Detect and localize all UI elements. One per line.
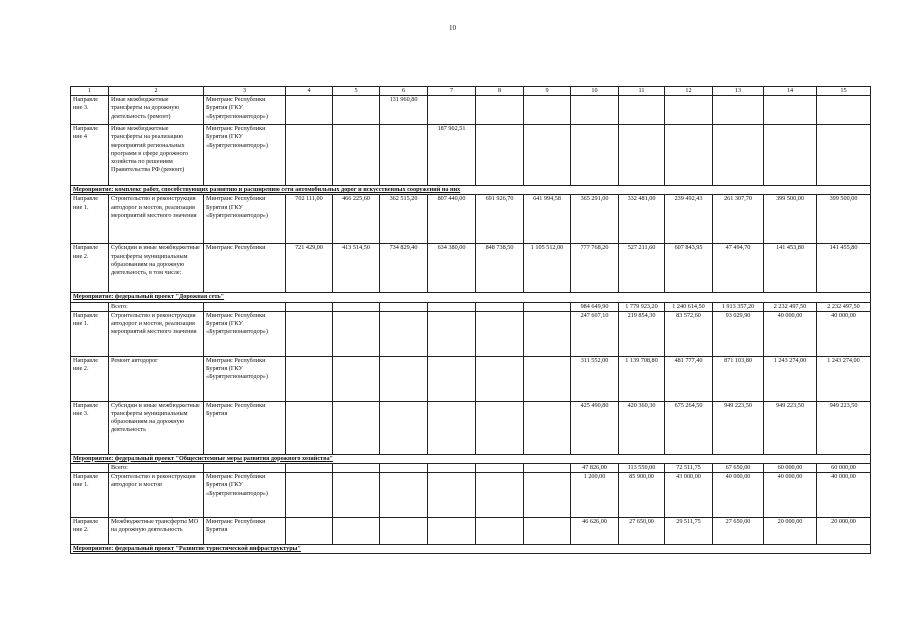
table-cell: Направле ние 2. [71, 244, 109, 293]
total-row [71, 464, 871, 473]
table-row [71, 195, 871, 244]
table-cell: 420 360,30 [619, 401, 665, 454]
table-cell [524, 518, 571, 545]
table-cell: 239 492,43 [665, 195, 713, 244]
table-cell [428, 464, 476, 473]
table-cell [476, 311, 524, 356]
table-cell: Межбюджетные трансферты МО на дорожную деятельность [109, 518, 204, 545]
table-cell: 425 490,80 [571, 401, 619, 454]
table-cell [286, 518, 333, 545]
table-cell: Направле ние 1. [71, 473, 109, 518]
table-row [71, 311, 871, 356]
table-cell [286, 473, 333, 518]
table-cell [333, 473, 380, 518]
table-cell [380, 464, 428, 473]
table-cell: 848 738,50 [476, 244, 524, 293]
column-header: 13 [713, 87, 764, 96]
table-cell: Минтранс Республики Бурятия [204, 518, 286, 545]
table-cell: 131 960,80 [380, 96, 428, 125]
table-cell [204, 302, 286, 311]
table-cell: 634 380,00 [428, 244, 476, 293]
table-cell: Направле ние 4 [71, 125, 109, 186]
section-row [71, 186, 871, 195]
table-header-row [71, 87, 871, 96]
section-row [71, 293, 871, 302]
table-cell [713, 125, 764, 186]
table-cell [619, 96, 665, 125]
table-row [71, 518, 871, 545]
table-cell: 40 000,00 [764, 473, 817, 518]
table-cell: 47 494,70 [713, 244, 764, 293]
table-cell: Минтранс Республики Бурятия [204, 401, 286, 454]
table-cell: 1 243 274,00 [817, 356, 871, 401]
table-cell: 83 572,60 [665, 311, 713, 356]
table-cell [380, 311, 428, 356]
table-cell [333, 125, 380, 186]
table-cell: 466 225,60 [333, 195, 380, 244]
table-cell [665, 96, 713, 125]
table-cell: 43 000,00 [665, 473, 713, 518]
table-cell: Минтранс Республики Бурятия (ГКУ «Бурятрегионавтодор») [204, 473, 286, 518]
table-cell: Направле ние 2. [71, 518, 109, 545]
table-cell: Направле ние 3. [71, 401, 109, 454]
table-cell: Минтранс Республики Бурятия (ГКУ «Бурятрегионавтодор») [204, 125, 286, 186]
table-cell [476, 125, 524, 186]
section-title: Мероприятие: федеральный проект "Общесистемные меры развития дорожного хозяйства" [71, 454, 871, 463]
table-cell [286, 302, 333, 311]
table-cell: 187 902,51 [428, 125, 476, 186]
table-cell [380, 518, 428, 545]
table-cell: Строительство и реконструкция автодорог и мостов, реализация мероприятий местного значения [109, 311, 204, 356]
table-cell [428, 356, 476, 401]
table-cell: 72 511,75 [665, 464, 713, 473]
table-cell [476, 302, 524, 311]
table-cell: 219 854,30 [619, 311, 665, 356]
table-cell: 1 779 923,20 [619, 302, 665, 311]
table-cell [333, 311, 380, 356]
table-row [71, 125, 871, 186]
table-cell: 40 000,00 [817, 311, 871, 356]
column-header: 11 [619, 87, 665, 96]
table-cell [380, 401, 428, 454]
table-cell: Иные межбюджетные трансферты на реализацию мероприятий региональных программ в сфере дорожного хозяйства по решениям Правительства РФ (ремонт) [109, 125, 204, 186]
table-cell [333, 356, 380, 401]
table-cell [476, 518, 524, 545]
table-cell: 60 000,00 [817, 464, 871, 473]
table-cell: 113 550,00 [619, 464, 665, 473]
table-cell: Минтранс Республики Бурятия (ГКУ «Бурятрегионавтодор») [204, 311, 286, 356]
table-cell [571, 125, 619, 186]
table-cell [476, 356, 524, 401]
table-cell: 332 481,00 [619, 195, 665, 244]
table-cell [286, 311, 333, 356]
table-row [71, 96, 871, 125]
table-cell: 141 455,80 [817, 244, 871, 293]
table-cell [428, 401, 476, 454]
table-cell [476, 401, 524, 454]
table-cell [619, 125, 665, 186]
column-header: 5 [333, 87, 380, 96]
table-cell: 311 552,00 [571, 356, 619, 401]
table-cell [428, 302, 476, 311]
table-cell: 247 607,10 [571, 311, 619, 356]
table-cell: 1 243 274,00 [764, 356, 817, 401]
table-cell: Иные межбюджетные трансферты на дорожную деятельность (ремонт) [109, 96, 204, 125]
table-cell [476, 464, 524, 473]
column-header: 15 [817, 87, 871, 96]
table-cell: 85 900,00 [619, 473, 665, 518]
column-header: 3 [204, 87, 286, 96]
table-cell [476, 96, 524, 125]
table-cell: Направле ние 1. [71, 311, 109, 356]
table-cell [380, 473, 428, 518]
table-row [71, 356, 871, 401]
column-header: 9 [524, 87, 571, 96]
table-cell: 807 440,00 [428, 195, 476, 244]
table-cell: 675 264,50 [665, 401, 713, 454]
table-cell [333, 96, 380, 125]
table-cell: 949 223,50 [817, 401, 871, 454]
table-cell: 27 650,00 [713, 518, 764, 545]
table-cell [204, 464, 286, 473]
table-cell: Всего: [109, 302, 204, 311]
table-cell [286, 356, 333, 401]
table-cell [524, 302, 571, 311]
table-cell: 641 994,58 [524, 195, 571, 244]
column-header: 4 [286, 87, 333, 96]
table-cell: 2 232 497,50 [764, 302, 817, 311]
table-cell: 365 291,00 [571, 195, 619, 244]
table-cell: 871 103,80 [713, 356, 764, 401]
table-cell: 1 240 614,50 [665, 302, 713, 311]
table-cell: 40 000,00 [713, 473, 764, 518]
section-title: Мероприятие: комплекс работ, способствующих развитию и расширению сети автомобильных дорог и искусственных сооружений на них [71, 186, 871, 195]
table-cell [817, 96, 871, 125]
table-cell: Минтранс Республики Бурятия (ГКУ «Бурятрегионавтодор») [204, 195, 286, 244]
table-cell: 60 000,00 [764, 464, 817, 473]
table-cell: Субсидии и иные межбюджетные трансферты муниципальным образованиям на дорожную деятельность [109, 401, 204, 454]
table-cell: Строительство и реконструкция автодорог и мостов [109, 473, 204, 518]
column-header: 1 [71, 87, 109, 96]
table-cell: 399 500,00 [817, 195, 871, 244]
table-cell [71, 464, 109, 473]
column-header: 8 [476, 87, 524, 96]
table-cell: 1 105 512,00 [524, 244, 571, 293]
table-cell: 777 768,20 [571, 244, 619, 293]
table-cell: 1 139 708,80 [619, 356, 665, 401]
table-cell [764, 125, 817, 186]
table-cell: 141 453,80 [764, 244, 817, 293]
table-cell [71, 302, 109, 311]
table-row [71, 473, 871, 518]
table-cell: 40 000,00 [764, 311, 817, 356]
table-cell [333, 401, 380, 454]
table-cell: Минтранс Республики Бурятия (ГКУ «Бурятрегионавтодор») [204, 356, 286, 401]
table-cell: 1 200,00 [571, 473, 619, 518]
table-cell: Минтранс Республики Бурятия (ГКУ «Бурятрегионавтодор») [204, 96, 286, 125]
table-cell [524, 125, 571, 186]
table-row [71, 244, 871, 293]
table-cell [571, 96, 619, 125]
table-cell [476, 473, 524, 518]
table-cell: Направле ние 2. [71, 356, 109, 401]
table-cell: 20 000,00 [817, 518, 871, 545]
table-cell: 702 111,00 [286, 195, 333, 244]
table-cell [380, 125, 428, 186]
table-cell [428, 311, 476, 356]
table-cell [333, 464, 380, 473]
table-cell [524, 356, 571, 401]
table-cell: Ремонт автодорог [109, 356, 204, 401]
table-cell [524, 473, 571, 518]
table-cell: Направле ние 1. [71, 195, 109, 244]
page-number: 10 [449, 24, 456, 32]
table-row [71, 401, 871, 454]
table-cell [286, 96, 333, 125]
section-title: Мероприятие: федеральный проект "Развитие туристической инфраструктуры" [71, 545, 871, 554]
table-cell [380, 302, 428, 311]
table-cell [524, 464, 571, 473]
table-cell: Направле ние 3. [71, 96, 109, 125]
table-cell: 20 000,00 [764, 518, 817, 545]
table-cell [665, 125, 713, 186]
table-cell [333, 518, 380, 545]
table-cell: 734 829,40 [380, 244, 428, 293]
table-cell [286, 401, 333, 454]
table-cell: 481 777,40 [665, 356, 713, 401]
table-cell: 362 515,20 [380, 195, 428, 244]
column-header: 7 [428, 87, 476, 96]
table-cell [333, 302, 380, 311]
table-cell [428, 96, 476, 125]
table-cell: 1 913 357,20 [713, 302, 764, 311]
table-cell: Минтранс Республики [204, 244, 286, 293]
table-cell [380, 356, 428, 401]
section-title: Мероприятие: федеральный проект "Дорожная сеть" [71, 293, 871, 302]
table-cell [286, 125, 333, 186]
table-cell: 261 307,70 [713, 195, 764, 244]
table-cell: 691 926,70 [476, 195, 524, 244]
table-cell: 67 650,00 [713, 464, 764, 473]
table-cell: 949 223,50 [713, 401, 764, 454]
table-cell: 607 843,95 [665, 244, 713, 293]
table-cell: Строительство и реконструкция автодорог и мостов, реализация мероприятий местного значения [109, 195, 204, 244]
table-cell: 27 650,00 [619, 518, 665, 545]
table-cell: 721 429,00 [286, 244, 333, 293]
table-cell: 984 649,90 [571, 302, 619, 311]
table-cell: 46 626,00 [571, 518, 619, 545]
column-header: 10 [571, 87, 619, 96]
table-cell: 47 826,00 [571, 464, 619, 473]
table-cell: 527 211,60 [619, 244, 665, 293]
table-cell [428, 518, 476, 545]
column-header: 6 [380, 87, 428, 96]
table-cell [713, 96, 764, 125]
section-row [71, 454, 871, 463]
table-cell [817, 125, 871, 186]
table-cell: 949 223,50 [764, 401, 817, 454]
table-cell [524, 96, 571, 125]
table-cell: 93 029,90 [713, 311, 764, 356]
column-header: 14 [764, 87, 817, 96]
table-cell [524, 311, 571, 356]
budget-table [70, 86, 871, 554]
table-cell: 2 232 497,50 [817, 302, 871, 311]
section-row [71, 545, 871, 554]
table-cell: 399 500,00 [764, 195, 817, 244]
table-cell [286, 464, 333, 473]
table-cell: Всего: [109, 464, 204, 473]
total-row [71, 302, 871, 311]
table-cell [428, 473, 476, 518]
column-header: 12 [665, 87, 713, 96]
column-header: 2 [109, 87, 204, 96]
table-cell [764, 96, 817, 125]
table-cell: 40 000,00 [817, 473, 871, 518]
table-cell: Субсидии и иные межбюджетные трансферты муниципальным образованиям на дорожную деятельность, в том числе: [109, 244, 204, 293]
table-cell: 413 514,50 [333, 244, 380, 293]
table-cell: 29 511,75 [665, 518, 713, 545]
table-cell [524, 401, 571, 454]
